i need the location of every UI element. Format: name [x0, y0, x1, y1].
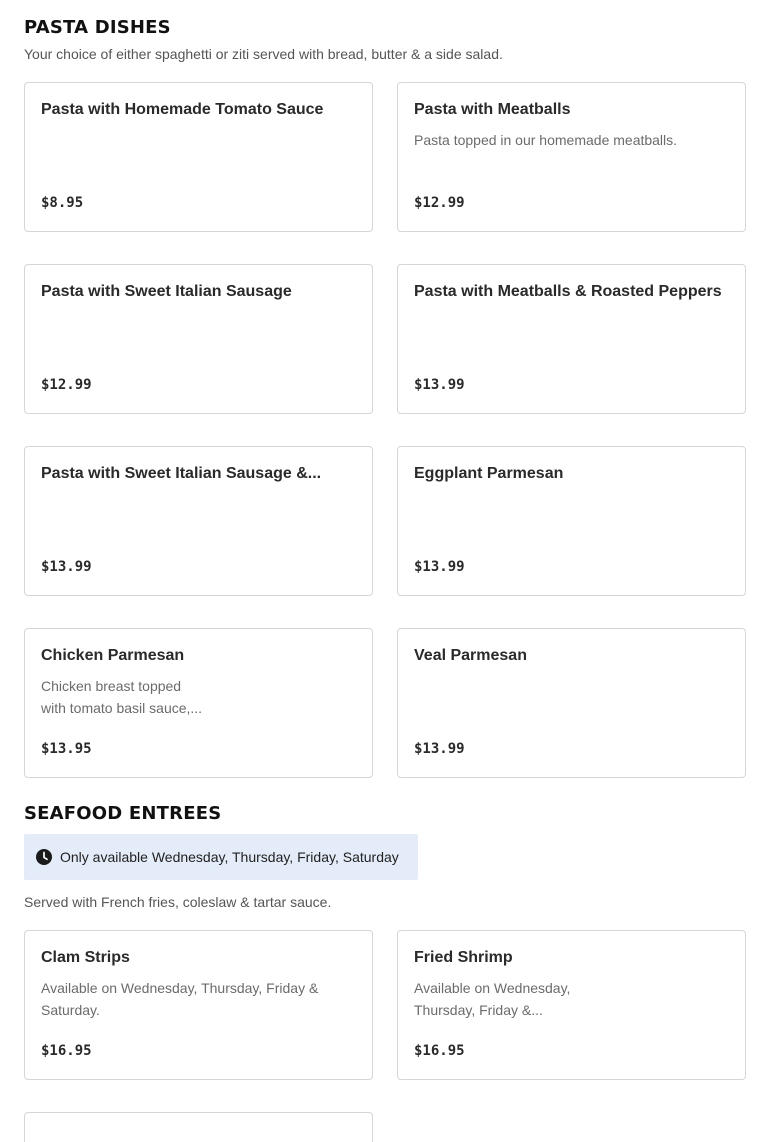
- menu-item-card-partial[interactable]: [24, 1112, 373, 1142]
- menu-item-price: $16.95: [41, 1043, 92, 1059]
- menu-item-card[interactable]: [24, 82, 373, 232]
- menu-item-price: $13.99: [414, 559, 465, 575]
- clock-icon: [36, 849, 52, 865]
- menu-item-description-line: Saturday.: [41, 1002, 100, 1018]
- menu-item-price: $13.95: [41, 741, 92, 757]
- menu-item-name: Fried Shrimp: [414, 949, 513, 966]
- pasta-section-description: Your choice of either spaghetti or ziti served with bread, butter & a side salad.: [24, 46, 503, 62]
- menu-item-card[interactable]: [24, 446, 373, 596]
- availability-text: Only available Wednesday, Thursday, Friday, Saturday: [60, 849, 399, 865]
- menu-item-card[interactable]: [24, 264, 373, 414]
- seafood-section-description: Served with French fries, coleslaw & tartar sauce.: [24, 894, 332, 910]
- menu-item-name: Veal Parmesan: [414, 647, 527, 664]
- menu-item-description-line: Chicken breast topped: [41, 678, 182, 694]
- menu-item-description: [41, 675, 356, 719]
- menu-item-name: Pasta with Homemade Tomato Sauce: [41, 101, 324, 118]
- menu-item-price: $16.95: [414, 1043, 465, 1059]
- pasta-section-title: PASTA DISHES: [24, 17, 171, 38]
- menu-item-name: Clam Strips: [41, 949, 130, 966]
- menu-item-description-line: Available on Wednesday, Thursday, Friday &: [41, 980, 319, 996]
- pasta-menu-grid: [24, 82, 746, 778]
- menu-item-price: $13.99: [414, 377, 465, 393]
- menu-item-name: Pasta with Sweet Italian Sausage &...: [41, 465, 322, 482]
- seafood-menu-grid: [24, 930, 746, 1080]
- menu-item-name: Chicken Parmesan: [41, 647, 185, 664]
- menu-item-card[interactable]: [24, 930, 373, 1080]
- menu-item-name: Pasta with Meatballs: [414, 101, 571, 118]
- menu-item-description-line: with tomato basil sauce,...: [41, 700, 203, 716]
- availability-notice: [24, 834, 418, 880]
- menu-item-description: [414, 977, 729, 1021]
- menu-item-card[interactable]: [24, 628, 373, 778]
- menu-item-price: $8.95: [41, 195, 84, 211]
- menu-item-price: $13.99: [414, 741, 465, 757]
- menu-item-card[interactable]: [397, 264, 746, 414]
- menu-item-description: Pasta topped in our homemade meatballs.: [414, 132, 678, 148]
- seafood-section-title: SEAFOOD ENTREES: [24, 803, 222, 824]
- menu-item-card[interactable]: [397, 930, 746, 1080]
- menu-item-name: Pasta with Sweet Italian Sausage: [41, 283, 292, 300]
- menu-item-name: Pasta with Meatballs & Roasted Peppers: [414, 283, 722, 300]
- menu-item-name: Eggplant Parmesan: [414, 465, 564, 482]
- menu-item-price: $12.99: [414, 195, 465, 211]
- menu-item-card[interactable]: [397, 446, 746, 596]
- menu-item-price: $12.99: [41, 377, 92, 393]
- menu-item-card[interactable]: [397, 82, 746, 232]
- menu-item-description-line: Thursday, Friday &...: [414, 1002, 543, 1018]
- menu-item-description: [41, 977, 356, 1021]
- menu-item-price: $13.99: [41, 559, 92, 575]
- menu-item-description-line: Available on Wednesday,: [414, 980, 571, 996]
- menu-item-card[interactable]: [397, 628, 746, 778]
